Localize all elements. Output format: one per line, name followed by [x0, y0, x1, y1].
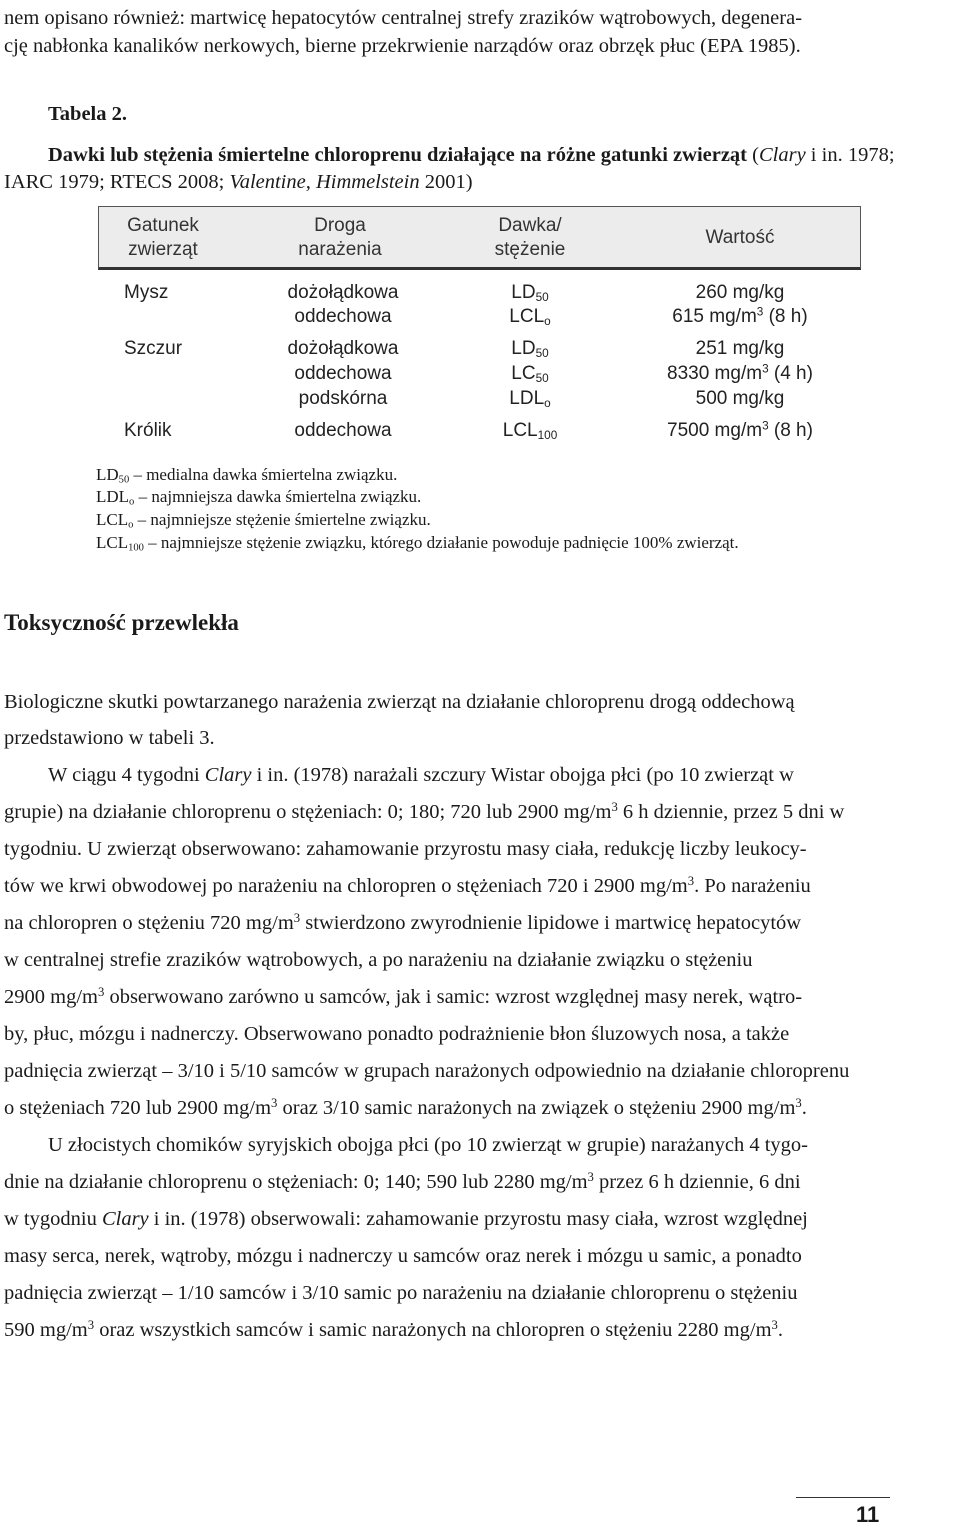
caption-author: Clary — [758, 144, 806, 166]
text: przez 6 h dziennie, 6 dni — [593, 1171, 801, 1193]
p2-line-5 — [4, 911, 954, 935]
text: oraz 3/10 samic narażonych na związek o stężeniu 2900 mg/m — [277, 1097, 796, 1119]
value-sup: 3 — [762, 362, 769, 376]
value-time: (8 h) — [768, 420, 813, 441]
legend-term: LD — [96, 465, 119, 484]
p1-line-1: Biologiczne skutki powtarzanego narażenia zwierząt na działanie chloroprenu drogą oddechową — [4, 691, 795, 713]
legend-text: – najmniejsze stężenie związku, którego działanie powoduje padnięcie 100% zwierząt. — [143, 533, 739, 552]
table-caption-line-2 — [4, 170, 473, 194]
value-sup: 3 — [762, 419, 769, 433]
p2-line-3: tygodniu. U zwierząt obserwowano: zahamowanie przyrostu masy ciała, redukcję liczby leukocy- — [4, 838, 807, 860]
header-dose-2: stężenie — [494, 239, 566, 260]
caption-paren: ( — [747, 144, 759, 166]
p2-line-1 — [48, 763, 960, 787]
value-num: 615 mg/m — [672, 306, 757, 327]
text: grupie) na działanie chloroprenu o stężeniach: 0; 180; 720 lub 2900 mg/m — [4, 801, 612, 823]
sup: 3 — [771, 1318, 778, 1333]
text: . — [777, 1319, 783, 1341]
text: obserwowano zarówno u samców, jak i samic: wzrost względnej masy nerek, wątro- — [104, 986, 803, 1008]
sup: 3 — [293, 911, 301, 926]
header-species-2: zwierząt — [128, 239, 198, 260]
table-caption-line-1 — [48, 143, 895, 167]
value-4 — [640, 361, 840, 386]
legend-ld50 — [96, 465, 397, 485]
dose-lc: LC — [511, 363, 536, 384]
text: tów we krwi obwodowej po narażeniu na chloropren o stężeniach 720 i 2900 mg/m — [4, 875, 688, 897]
p3-line-4: masy serca, nerek, wątroby, mózgu i nadnerczy u samców oraz nerek i mózgu u samic, a ponadto — [4, 1245, 802, 1267]
p2-line-6: w centralnej strefie zrazików wątrobowych, a po narażeniu na działanie związku o stężeniu — [4, 949, 753, 971]
text: W ciągu 4 tygodni — [48, 764, 205, 786]
legend-sub: o — [129, 496, 135, 508]
value-5: 500 mg/kg — [695, 388, 785, 409]
route-3: dożołądkowa — [287, 338, 399, 359]
value-time: (8 h) — [763, 306, 808, 327]
row-mysz: Mysz — [124, 282, 169, 303]
legend-sub: o — [128, 519, 134, 531]
p2-line-4 — [4, 874, 954, 898]
header-dose — [460, 214, 600, 262]
row-szczur: Szczur — [124, 338, 183, 359]
page-number: 11 — [856, 1502, 880, 1527]
p3-line-1: U złocistych chomików syryjskich obojga płci (po 10 zwierząt w grupie) narażanych 4 tygo- — [48, 1134, 808, 1156]
header-species-1: Gatunek — [127, 215, 199, 236]
p2-line-2 — [4, 800, 954, 824]
caption-refs: IARC 1979; RTECS 2008; — [4, 171, 230, 193]
sup: 3 — [687, 874, 695, 889]
table-caption-bold: Dawki lub stężenia śmiertelne chloroprenu działające na różne gatunki zwierząt — [48, 144, 748, 166]
route-1: dożołądkowa — [287, 282, 399, 303]
author: Clary — [101, 1208, 149, 1230]
dose-5 — [460, 386, 600, 411]
value-3: 251 mg/kg — [695, 338, 785, 359]
dose-ld: LD — [511, 282, 536, 303]
legend-term: LCL — [96, 510, 129, 529]
table-label: Tabela 2. — [48, 103, 127, 125]
legend-text: – medialna dawka śmiertelna związku. — [129, 465, 398, 484]
dose-2 — [460, 304, 600, 329]
legend-lcl100 — [96, 533, 739, 553]
p3-line-6 — [4, 1318, 954, 1342]
sup: 3 — [611, 800, 618, 815]
value-num: 8330 mg/m — [667, 363, 763, 384]
dose-sub: o — [544, 396, 551, 410]
route-5: podskórna — [298, 388, 388, 409]
text: oraz wszystkich samców i samic narażonych na chloropren o stężeniu 2280 mg/m — [94, 1319, 772, 1341]
text: 590 mg/m — [4, 1319, 88, 1341]
row-krolik: Królik — [124, 420, 172, 441]
text: na chloropren o stężeniu 720 mg/m — [4, 912, 294, 934]
sup: 3 — [795, 1096, 802, 1111]
legend-term: LCL — [96, 533, 129, 552]
text: 6 h dziennie, przez 5 dni w — [617, 801, 845, 823]
legend-ldlo — [96, 487, 421, 507]
dose-sub: 100 — [537, 428, 558, 442]
legend-lclo — [96, 510, 431, 530]
p1-line-2: przedstawiono w tabeli 3. — [4, 727, 215, 749]
p3-line-3 — [4, 1207, 954, 1231]
header-value: Wartość — [705, 227, 775, 248]
value-time: (4 h) — [768, 363, 813, 384]
sup: 3 — [87, 1318, 95, 1333]
legend-text: – najmniejsza dawka śmiertelna związku. — [134, 487, 422, 506]
p2-line-8: by, płuc, mózgu i nadnerczy. Obserwowano ponadto podrażnienie błon śluzowych nosa, a także — [4, 1023, 790, 1045]
value-2 — [640, 304, 840, 329]
dose-sub: 50 — [535, 290, 549, 304]
value-num: 7500 mg/m — [667, 420, 763, 441]
dose-lcl: LCL — [509, 306, 545, 327]
dose-lcl: LCL — [502, 420, 538, 441]
route-4: oddechowa — [294, 363, 392, 384]
dose-sub: 50 — [535, 346, 549, 360]
route-2: oddechowa — [294, 306, 392, 327]
text: o stężeniach 720 lub 2900 mg/m — [4, 1097, 272, 1119]
p2-line-9: padnięcia zwierząt – 3/10 i 5/10 samców w grupach narażonych odpowiednio na działanie chloroprenu — [4, 1060, 850, 1082]
header-species — [98, 214, 228, 262]
header-dose-1: Dawka/ — [498, 215, 562, 236]
text: i in. (1978) obserwowali: zahamowanie przyrostu masy ciała, wzrost względnej — [148, 1208, 808, 1230]
intro-line-2: cję nabłonka kanalików nerkowych, bierne przekrwienie narządów oraz obrzęk płuc (EPA 1985). — [4, 35, 801, 57]
header-route-2: narażenia — [298, 239, 382, 260]
legend-term: LDL — [96, 487, 130, 506]
text: dnie na działanie chloroprenu o stężeniach: 0; 140; 590 lub 2280 mg/m — [4, 1171, 588, 1193]
value-6 — [640, 418, 840, 443]
text: i in. (1978) narażali szczury Wistar obojga płci (po 10 zwierząt w — [251, 764, 794, 786]
text: 2900 mg/m — [4, 986, 98, 1008]
caption-year: i in. 1978; — [805, 144, 895, 166]
dose-sub: 50 — [535, 371, 549, 385]
footer-rule — [796, 1497, 890, 1498]
dose-ld: LD — [511, 338, 536, 359]
dose-6 — [460, 418, 600, 443]
p3-line-2 — [4, 1170, 954, 1194]
p2-line-10 — [4, 1096, 954, 1120]
route-6: oddechowa — [294, 420, 392, 441]
sup: 3 — [587, 1170, 594, 1185]
text: . — [801, 1097, 807, 1119]
sup: 3 — [97, 985, 105, 1000]
section-heading: Toksyczność przewlekła — [4, 610, 239, 635]
header-route — [270, 214, 410, 262]
caption-ref-year: 2001) — [419, 171, 473, 193]
text: stwierdzono zwyrodnienie lipidowe i martwicę hepatocytów — [300, 912, 802, 934]
dose-ldl: LDL — [509, 388, 545, 409]
intro-line-1: nem opisano również: martwicę hepatocytów centralnej strefy zrazików wątrobowych, degenera- — [4, 7, 803, 29]
dose-1 — [460, 280, 600, 305]
legend-sub: 50 — [118, 474, 130, 486]
text: . Po narażeniu — [694, 875, 811, 897]
caption-authors: Valentine, Himmelstein — [229, 171, 420, 193]
legend-text: – najmniejsze stężenie śmiertelne związku. — [133, 510, 431, 529]
dose-sub: o — [544, 314, 551, 328]
legend-sub: 100 — [128, 542, 144, 554]
dose-3 — [460, 336, 600, 361]
header-route-1: Droga — [314, 215, 366, 236]
author: Clary — [204, 764, 252, 786]
p2-line-7 — [4, 985, 954, 1009]
p3-line-5: padnięcia zwierząt – 1/10 samców i 3/10 samic po narażeniu na działanie chloroprenu o stężeniu — [4, 1282, 798, 1304]
dose-4 — [460, 361, 600, 386]
value-1: 260 mg/kg — [695, 282, 785, 303]
value-sup: 3 — [756, 305, 764, 319]
text: w tygodniu — [4, 1208, 102, 1230]
sup: 3 — [271, 1096, 278, 1111]
